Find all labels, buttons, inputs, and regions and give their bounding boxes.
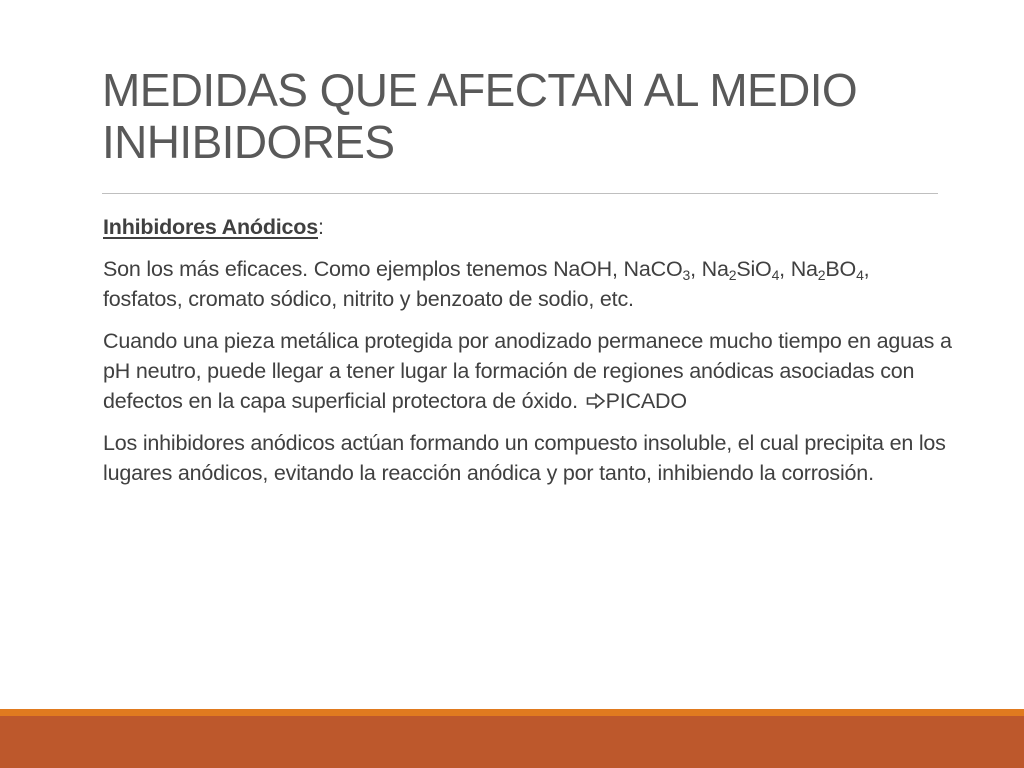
heading-label: Inhibidores Anódicos	[103, 215, 318, 239]
p2-text: Cuando una pieza metálica protegida por anodizado permanece mucho tiempo en aguas a pH neutro, puede llegar a tener lugar la formación de regiones anódicas asociadas con defectos en la capa superficial protectora de óxido.	[103, 329, 952, 413]
p1-text-c: SiO	[736, 257, 772, 281]
p1-sub-c: 4	[771, 267, 780, 283]
heading-colon: :	[318, 215, 324, 239]
slide-body	[103, 212, 953, 500]
title-line-2: INHIBIDORES	[102, 116, 395, 168]
p1-sub-a: 3	[682, 267, 691, 283]
title-line-1: MEDIDAS QUE AFECTAN AL MEDIO	[102, 64, 858, 116]
section-heading	[103, 212, 953, 242]
title-divider	[102, 193, 938, 194]
footer-bar	[0, 716, 1024, 768]
arrow-right-outline-icon	[586, 393, 606, 409]
p1-text-b: , Na	[690, 257, 729, 281]
p1-sub-b: 2	[728, 267, 737, 283]
p1-text-a: Son los más eficaces. Como ejemplos tenemos NaOH, NaCO	[103, 257, 683, 281]
p1-text-d: , Na	[779, 257, 818, 281]
p1-text-f: , fosfatos, cromato sódico, nitrito y benzoato de sodio, etc.	[103, 257, 870, 311]
p1-text-e: BO	[825, 257, 857, 281]
footer-accent-stripe	[0, 709, 1024, 716]
paragraph-examples	[103, 254, 953, 314]
paragraph-mechanism: Los inhibidores anódicos actúan formando un compuesto insoluble, el cual precipita en los lugares anódicos, evitando la reacción anódica y por tanto, inhibiendo la corrosión.	[103, 431, 946, 485]
slide-title	[102, 64, 962, 168]
paragraph-anodizing	[103, 326, 953, 416]
p1-sub-d: 2	[817, 267, 826, 283]
p1-sub-e: 4	[856, 267, 864, 283]
picado-label: PICADO	[605, 389, 687, 413]
